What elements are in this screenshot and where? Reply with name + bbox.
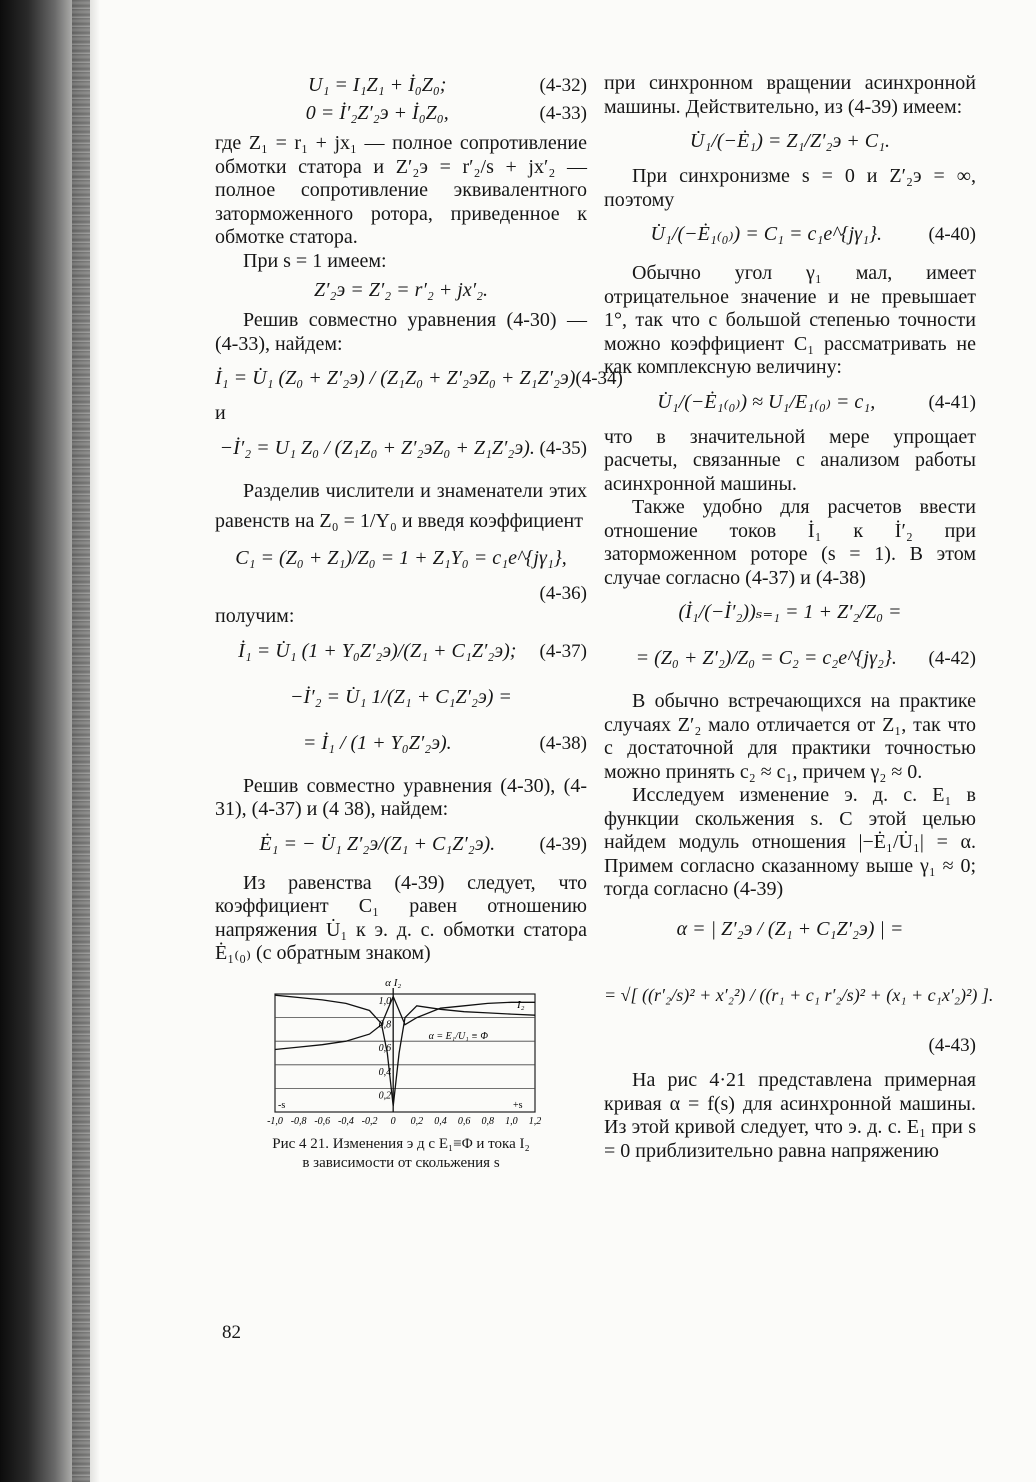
figure-caption-line2: в зависимости от скольжения s [302,1154,500,1171]
series-i2-line [275,995,535,1106]
y-tick-label: 1,0 [378,995,392,1007]
equation-4-43-line2: = √[ ((r′₂/s)² + x′₂²) / ((r₁ + c₁ r′₂/s)² + (x₁ + c₁x′₂)²) ]. [604,984,994,1005]
left-column [215,72,623,1172]
paragraph: При s = 1 имеем: [243,249,387,272]
y-tick-label: 0,2 [378,1089,392,1101]
equation-4-37: İ₁ = U̇₁ (1 + Y₀Z′₂э)/(Z₁ + C₁Z′₂э); (4-37) [238,639,587,662]
equation-a: U̇₁/(−Ė₁) = Z₁/Z′₂э + C₁. [689,130,891,153]
figure-caption-line1: Рис 4 21. Изменения э д с E₁≡Φ и тока I₂ [272,1135,530,1152]
x-tick-label: 0,4 [434,1115,447,1127]
x-tick-label: -1,0 [267,1115,283,1127]
equation-4-39: Ė₁ = − U̇₁ Z′₂э/(Z₁ + C₁Z′₂э). (4-39) [259,832,587,855]
series-i2-label: I₂ [517,998,525,1011]
minus-s-label: -s [278,1099,286,1111]
paragraph: Обычно угол γ₁ мал, имеет отрицательное значение и не превышает 1°, так что с большой степенью точности можно коэффициент C₁ рассматривать не как комплексную величину: [604,262,976,378]
x-tick-label: -0,4 [337,1115,354,1127]
paragraph: где Z₁ = r₁ + jx₁ — полное сопротивление обмотки статора и Z′₂э = r′₂/s + jx′₂ — полное сопротивление эквивалентного заторможенного ротора, приведенное к обмотке статора. [215,132,587,248]
x-tick-label: 0,6 [457,1115,471,1127]
paragraph: При синхронизме s = 0 и Z′₂э = ∞, поэтому [604,165,976,211]
equation-number: (4-36) [539,582,587,604]
equation-4-38-line2: = İ₁ / (1 + Y₀Z′₂э). (4-38) [302,731,587,754]
paragraph: Решив совместно уравнения (4-30), (4-31), (4-37) и (4 38), найдем: [215,774,587,820]
paragraph: Из равенства (4-39) следует, что коэффициент C₁ равен отношению напряжения U̇₁ к э. д. с. обмотки статора Ė₁₍₀₎ (с обратным знаком) [215,871,587,964]
equation-z: Z′₂э = Z′₂ = r′₂ + jx′₂. [313,279,489,302]
x-tick-label: 0,2 [410,1115,424,1127]
x-tick-label: 0 [390,1115,396,1127]
x-tick-label: 1,0 [505,1115,518,1127]
paragraph: Разделив числители и знаменатели этих равенств на Z₀ = 1/Y₀ и введя коэффициент [215,479,587,532]
y-tick-label: 0,4 [378,1066,392,1078]
plot-frame [275,994,535,1112]
equation-4-35: −İ′₂ = U₁ Z₀ / (Z₁Z₀ + Z′₂эZ₀ + Z₁Z′₂э). (4-35) [219,436,587,459]
paragraph: получим: [215,605,295,627]
equation-4-33: 0 = İ′₂Z′₂э + İ₀Z₀, (4-33) [305,102,587,125]
equation-4-40: U̇₁/(−Ė₁₍₀₎) = C₁ = c₁e^{jγ₁}. (4-40) [650,223,976,246]
equation-number: (4-43) [928,1034,976,1056]
equation-4-41: U̇₁/(−Ė₁₍₀₎) ≈ U₁/E₁₍₀₎ = c₁, (4-41) [657,390,976,413]
book-spine-edge [72,0,90,1482]
plus-s-label: +s [513,1099,523,1111]
equation-4-42-line2: = (Z₀ + Z′₂)/Z₀ = C₂ = c₂e^{jγ₂}. (4-42) [635,647,976,670]
paragraph: Также удобно для расчетов ввести отношение токов İ₁ к İ′₂ при заторможенном роторе (s = 1). В этом случае согласно (4-37) и (4-38) [604,496,976,589]
x-tick-label: 1,2 [528,1115,542,1127]
paragraph: Решив совместно уравнения (4-30) — (4-33), найдем: [215,309,587,355]
equation-4-34: İ₁ = U̇₁ (Z₀ + Z′₂э) / (Z₁Z₀ + Z′₂эZ₀ + Z₁Z′₂э) (4-34) [215,367,623,390]
x-tick-label: -0,8 [290,1115,307,1127]
y-tick-label: 0,8 [378,1019,392,1031]
equation-4-32: U₁ = I₁Z₁ + İ₀Z₀; (4-32) [308,74,587,97]
right-column [604,72,994,1163]
y-tick-label: 0,6 [378,1042,392,1054]
equation-4-43-line1: α = | Z′₂э / (Z₁ + C₁Z′₂э) | = [676,917,904,940]
x-tick-label: -0,2 [361,1115,378,1127]
equation-4-38-line1: −İ′₂ = U̇₁ 1/(Z₁ + C₁Z′₂э) = [290,685,512,708]
paragraph: В обычно встречающихся на практике случаях Z′₂ мало отличается от Z₁, так что с достаточной для практики точностью можно принять c₂ ≈ c₁, причем γ₂ ≈ 0. [604,690,976,783]
paragraph: На рис 4·21 представлена примерная кривая α = f(s) для асинхронной машины. Из этой кривой следует, что э. д. с. E₁ при s = 0 приблизительно равна напряжению [604,1069,976,1162]
page-number: 82 [222,1322,241,1343]
equation-4-36: C₁ = (Z₀ + Z₁)/Z₀ = 1 + Z₁Y₀ = c₁e^{jγ₁}, [235,546,567,569]
series-alpha-label: α = E₁/U₁ ≡ Φ [428,1030,489,1042]
paragraph: Исследуем изменение э. д. с. E₁ в функции скольжения s. С этой целью найдем модуль отношения |−Ė₁/U̇₁| = α. Примем согласно сказанному выше γ₁ ≈ 0; тогда согласно (4-39) [604,784,976,900]
chart-svg [245,974,545,1134]
figure-4-21 [215,974,587,1172]
x-tick-label: 0,8 [481,1115,494,1127]
axis-top-labels: α I₂ [385,976,402,989]
paragraph: при синхронном вращении асинхронной машины. Действительно, из (4-39) имеем: [604,72,976,118]
equation-4-42-line1: (İ₁/(−İ′₂))ₛ₌₁ = 1 + Z′₂/Z₀ = [678,601,902,624]
paragraph: и [215,402,226,424]
x-tick-label: -0,6 [314,1115,331,1127]
paragraph: что в значительной мере упрощает расчеты, связанные с анализом работы асинхронной машины. [604,425,976,495]
